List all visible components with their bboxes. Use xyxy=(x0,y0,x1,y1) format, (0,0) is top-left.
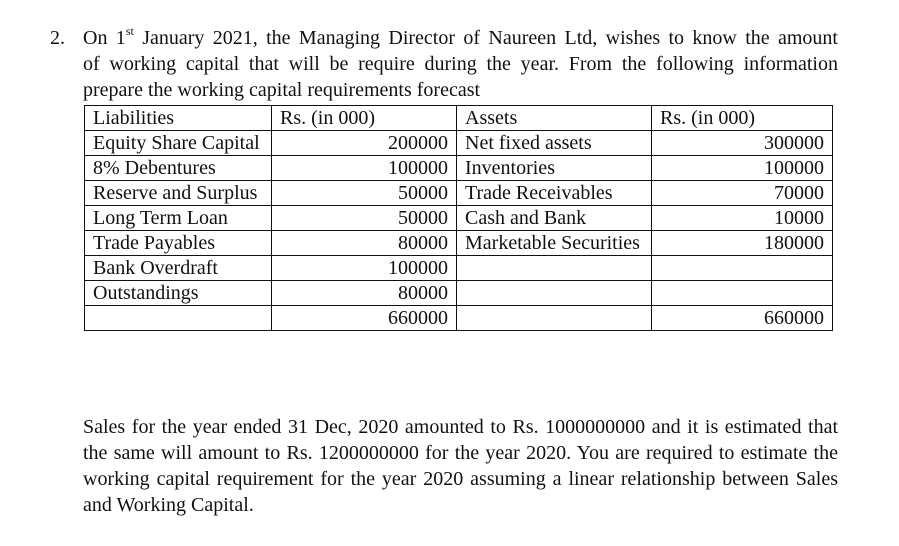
liability-amount: 50000 xyxy=(272,181,457,206)
table-row xyxy=(85,156,833,181)
asset-name: Net fixed assets xyxy=(457,131,652,156)
asset-amount: 180000 xyxy=(652,231,833,256)
table-row xyxy=(85,256,833,281)
asset-name: Trade Receivables xyxy=(457,181,652,206)
liability-amount: 100000 xyxy=(272,156,457,181)
table-row xyxy=(85,231,833,256)
asset-amount: 300000 xyxy=(652,131,833,156)
asset-name xyxy=(457,281,652,306)
table-row xyxy=(85,281,833,306)
liability-name: 8% Debentures xyxy=(85,156,272,181)
liability-amount: 80000 xyxy=(272,231,457,256)
header-liabilities-amount: Rs. (in 000) xyxy=(272,106,457,131)
liability-name: Outstandings xyxy=(85,281,272,306)
asset-name xyxy=(457,256,652,281)
liability-name: Reserve and Surplus xyxy=(85,181,272,206)
asset-amount xyxy=(652,281,833,306)
asset-amount: 10000 xyxy=(652,206,833,231)
liability-amount: 200000 xyxy=(272,131,457,156)
asset-amount xyxy=(652,256,833,281)
table-total-row xyxy=(85,306,833,331)
table-row xyxy=(85,181,833,206)
header-assets-amount: Rs. (in 000) xyxy=(652,106,833,131)
header-liabilities: Liabilities xyxy=(85,106,272,131)
balance-sheet-table xyxy=(84,105,833,331)
liability-name: Equity Share Capital xyxy=(85,131,272,156)
table-row xyxy=(85,131,833,156)
intro-line-3: prepare the working capital requirements forecast xyxy=(83,79,481,101)
closing-paragraph: Sales for the year ended 31 Dec, 2020 amounted to Rs. 1000000000 and it is estimated that the same will amount to Rs. 1200000000 for the year 2020. You are required to estimate the working capital requirement for the year 2020 assuming a linear relationship between Sales and Working Capital. xyxy=(83,416,838,516)
asset-name: Marketable Securities xyxy=(457,231,652,256)
liability-name: Trade Payables xyxy=(85,231,272,256)
asset-amount: 70000 xyxy=(652,181,833,206)
table-header-row xyxy=(85,106,833,131)
asset-amount: 100000 xyxy=(652,156,833,181)
table-row xyxy=(85,206,833,231)
total-label-empty xyxy=(85,306,272,331)
header-assets: Assets xyxy=(457,106,652,131)
question-intro xyxy=(83,25,838,103)
liability-amount: 80000 xyxy=(272,281,457,306)
liability-amount: 50000 xyxy=(272,206,457,231)
asset-name: Inventories xyxy=(457,156,652,181)
ordinal-suffix: st xyxy=(125,24,134,39)
liability-name: Bank Overdraft xyxy=(85,256,272,281)
intro-line-2: of working capital that will be require during the year. From the following information xyxy=(83,53,838,75)
liabilities-total: 660000 xyxy=(272,306,457,331)
assets-total: 660000 xyxy=(652,306,833,331)
liability-amount: 100000 xyxy=(272,256,457,281)
total-label-empty xyxy=(457,306,652,331)
question-number: 2. xyxy=(50,27,65,49)
asset-name: Cash and Bank xyxy=(457,206,652,231)
intro-line-1: On 1st January 2021, the Managing Director of Naureen Ltd, wishes to know the amount xyxy=(83,24,838,49)
liability-name: Long Term Loan xyxy=(85,206,272,231)
